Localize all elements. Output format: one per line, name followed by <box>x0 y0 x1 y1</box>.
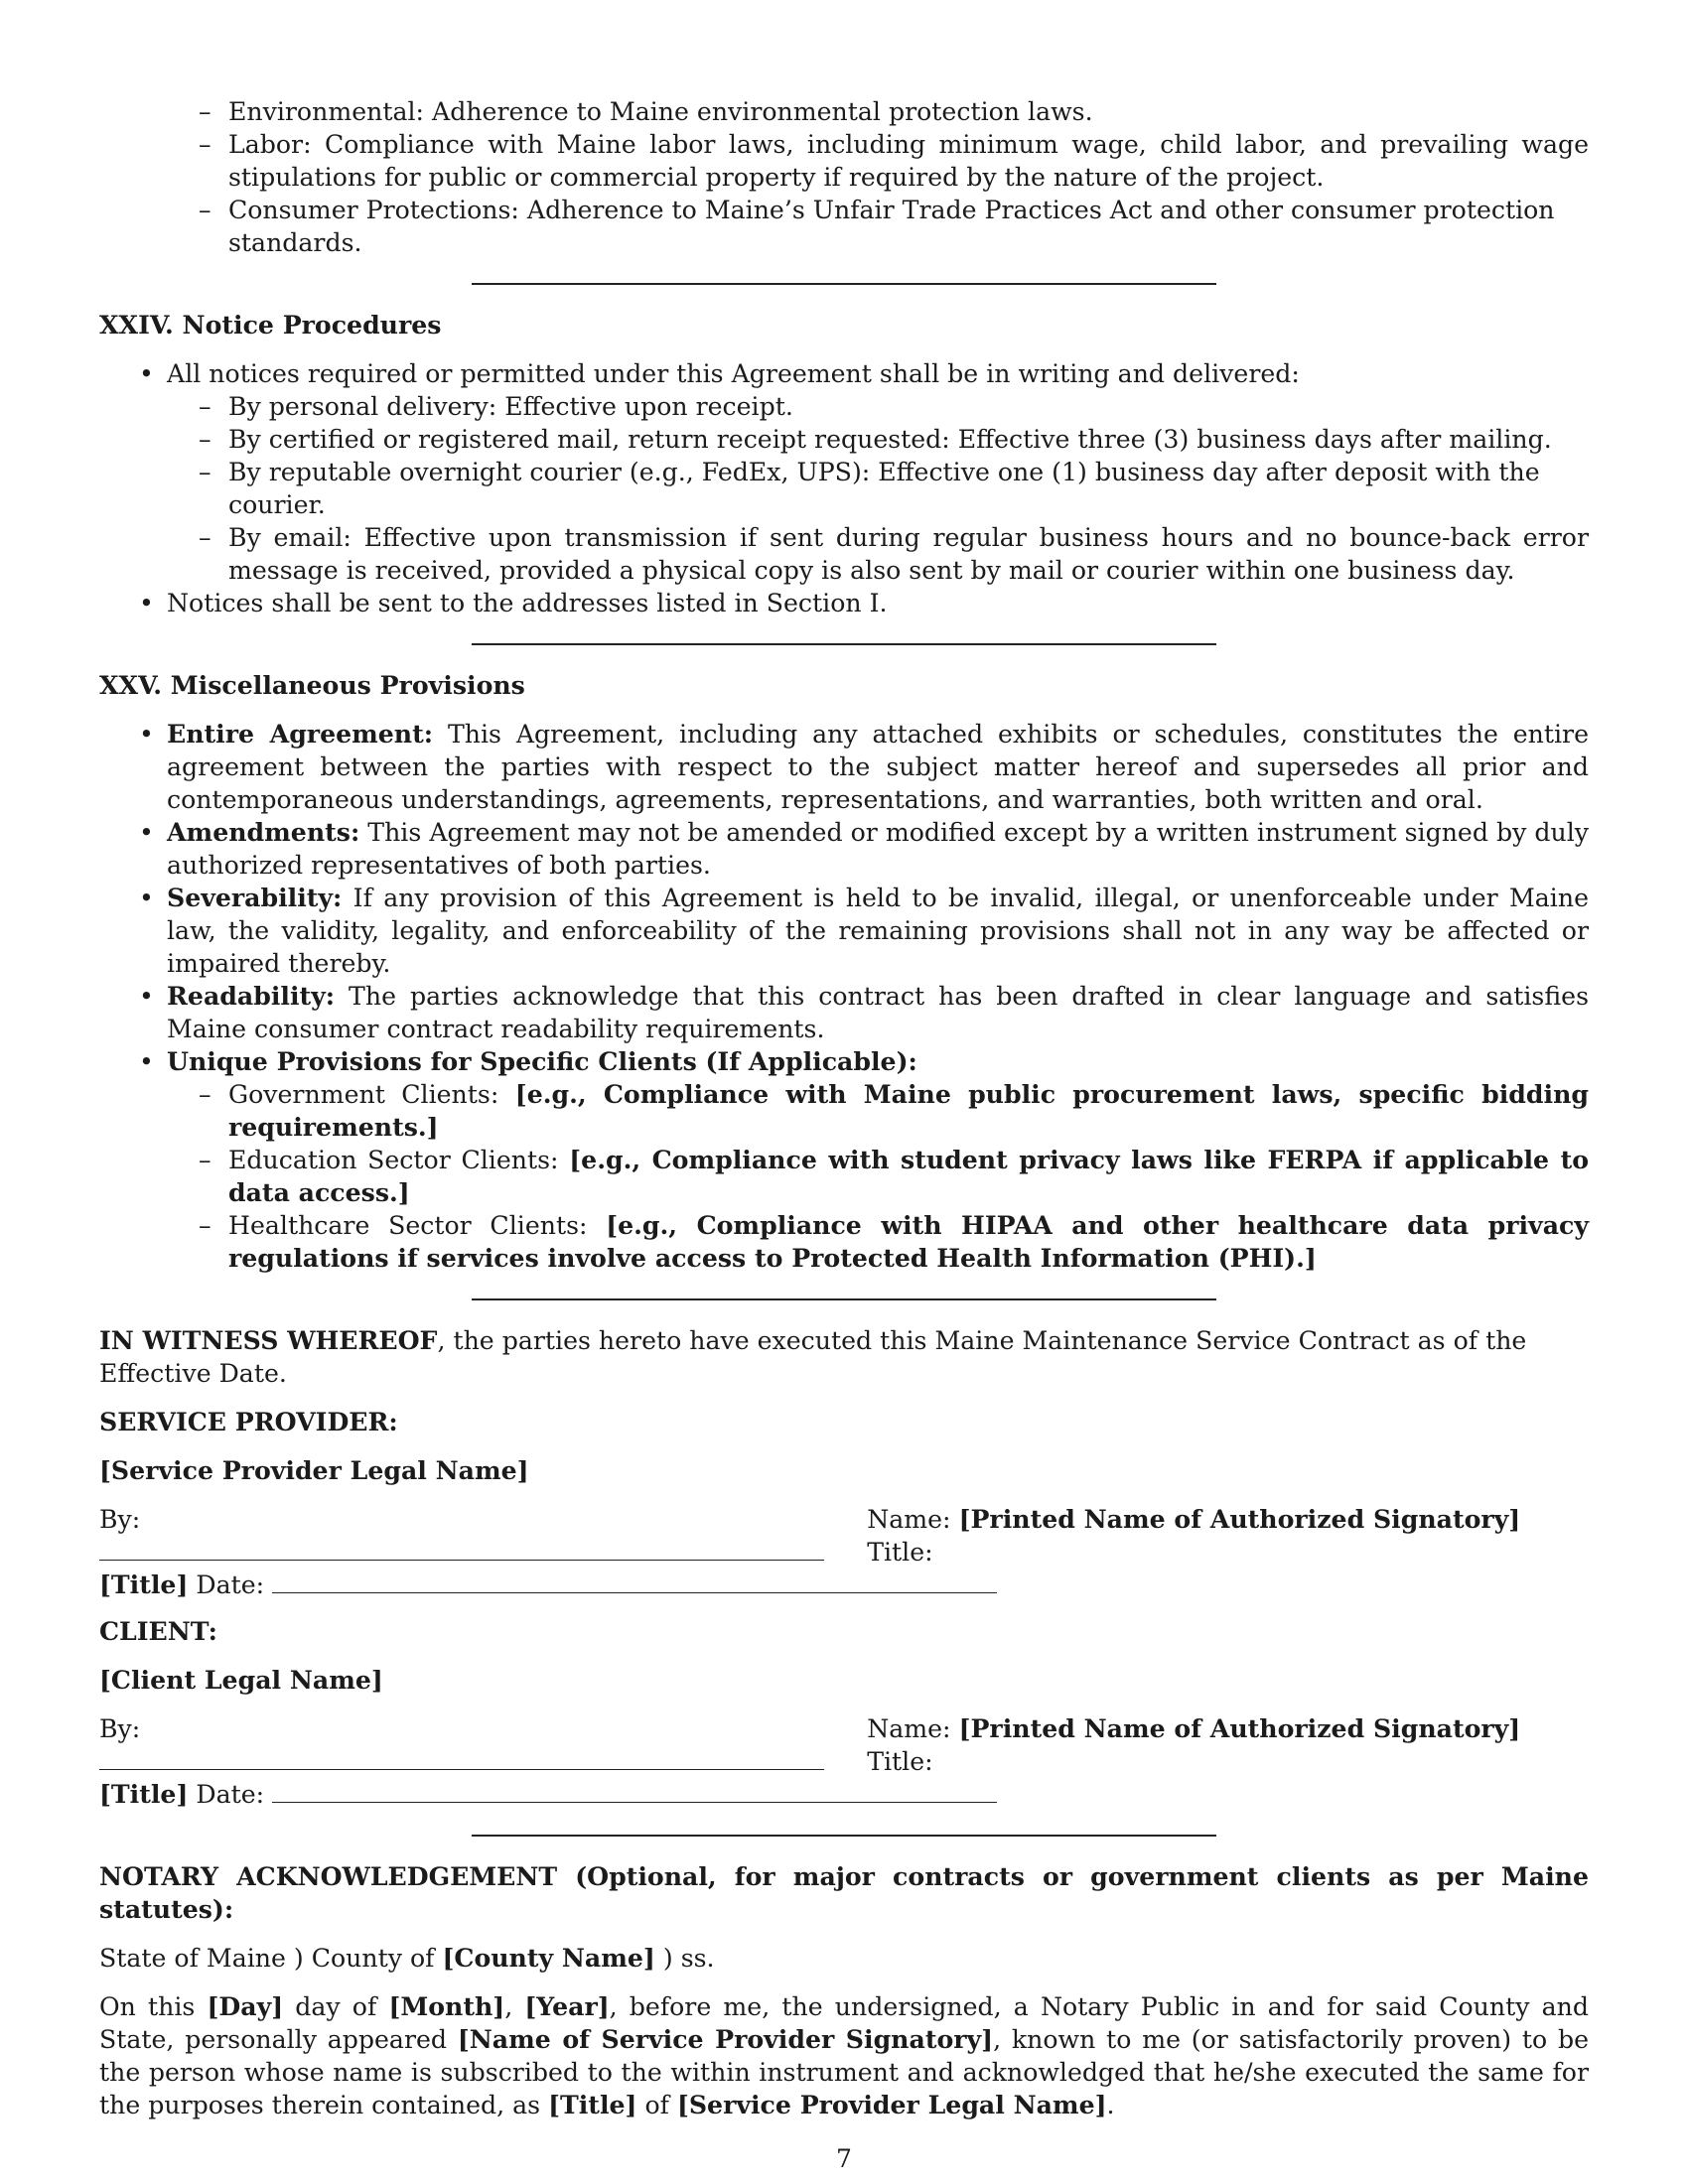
list-item <box>99 128 1589 194</box>
by-label: By: <box>99 1714 141 1743</box>
list-item <box>99 95 1589 128</box>
item-label: Amendments: <box>167 817 360 847</box>
divider <box>472 283 1216 285</box>
printed-name-placeholder: [Printed Name of Authorized Signatory] <box>958 1504 1521 1534</box>
list-item-text: All notices required or permitted under this Agreement shall be in writing and delivered: <box>167 359 1300 388</box>
list-item <box>99 423 1589 456</box>
placeholder-text: [e.g., Compliance with HIPAA and other healthcare data privacy regulations if services involve access to Protected Health Information (PHI).] <box>228 1210 1589 1273</box>
notary-text: , known to me (or satisfactorily proven) to be the person whose name is subscribed to the within instrument and acknowledged that he/she executed the same for the purposes therein contained, as <box>99 2025 1589 2119</box>
item-label: Readability: <box>167 981 336 1011</box>
client-heading: CLIENT: <box>99 1616 217 1646</box>
section-heading: XXV. Miscellaneous Provisions <box>99 670 525 700</box>
dash-marker: – <box>199 1080 211 1109</box>
bullet-marker: • <box>139 359 154 388</box>
list-item-text: By certified or registered mail, return receipt requested: Effective three (3) business days after mailing. <box>228 425 1552 454</box>
list-item-text: Labor: Compliance with Maine labor laws, including minimum wage, child labor, and prevailing wage stipulations for public or commercial property if required by the nature of the project. <box>228 130 1589 192</box>
list-item-text: The parties acknowledge that this contract has been drafted in clear language and satisfies Maine consumer contract readability requirements. <box>167 982 1589 1043</box>
bullet-marker: • <box>139 720 154 749</box>
list-item <box>99 1045 1589 1078</box>
list-item <box>99 357 1589 390</box>
section-heading: XXIV. Notice Procedures <box>99 310 442 340</box>
notary-venue <box>99 1942 1589 1975</box>
signatory-placeholder: [Name of Service Provider Signatory] <box>457 2024 994 2054</box>
list-item <box>99 587 1589 619</box>
list-item-text: This Agreement, including any attached exhibits or schedules, constitutes the entire agreement between the parties with respect to the subject matter hereof and supersedes all prior and contemporaneous understandings, agreements, representations, and warranties, both written and oral. <box>167 720 1589 814</box>
list-item-text: Notices shall be sent to the addresses listed in Section I. <box>167 589 888 617</box>
notary-text: , before me, the undersigned, a Notary Public in and for said County and State, personally appeared <box>99 1992 1589 2054</box>
bullet-marker: • <box>139 818 154 847</box>
list-item <box>99 882 1589 980</box>
dash-marker: – <box>199 458 211 486</box>
bullet-marker: • <box>139 884 154 912</box>
name-title <box>867 1712 1589 1778</box>
dash-marker: – <box>199 425 211 454</box>
client-name-placeholder: [Client Legal Name] <box>99 1665 383 1695</box>
printed-name-placeholder: [Printed Name of Authorized Signatory] <box>958 1713 1521 1743</box>
by-line <box>99 1712 867 1778</box>
signature-row <box>99 1503 1589 1569</box>
witness-text: , the parties hereto have executed this Maine Maintenance Service Contract as of the Effective Date. <box>99 1326 1527 1388</box>
list-item <box>99 1209 1589 1275</box>
date-field[interactable] <box>272 1780 997 1803</box>
list-item-text: By email: Effective upon transmission if sent during regular business hours and no bounce-back error message is received, provided a physical copy is also sent by mail or courier within one business day. <box>228 523 1589 585</box>
misc-list <box>99 718 1589 1275</box>
county-placeholder: [County Name] <box>442 1943 655 1973</box>
list-item <box>99 1144 1589 1209</box>
date-label: Date: <box>196 1780 265 1809</box>
provider-name-placeholder: [Service Provider Legal Name] <box>99 1455 529 1485</box>
placeholder-text: [e.g., Compliance with Maine public procurement laws, specific bidding requirements.] <box>228 1079 1589 1142</box>
intro-list <box>99 95 1589 259</box>
venue-text: State of Maine ) County of <box>99 1944 443 1973</box>
document-page <box>99 95 1589 2121</box>
client-legal-name <box>99 1664 1589 1697</box>
signature-field[interactable] <box>99 1747 824 1770</box>
client-signature-lines <box>99 1712 1589 1811</box>
title-placeholder: [Title] <box>99 1779 189 1809</box>
divider <box>472 1835 1216 1837</box>
list-item-text: Environmental: Adherence to Maine environmental protection laws. <box>228 97 1093 126</box>
dash-marker: – <box>199 523 211 552</box>
notary-text: . <box>1106 2091 1115 2119</box>
by-line <box>99 1503 867 1569</box>
page-number: 7 <box>836 2144 852 2173</box>
dash-marker: – <box>199 97 211 126</box>
list-item-text: By personal delivery: Effective upon receipt. <box>228 392 793 421</box>
list-item-text: If any provision of this Agreement is held to be invalid, illegal, or unenforceable under Maine law, the validity, legality, and enforceability of the remaining provisions shall not in any way be affected or impaired thereby. <box>167 884 1589 978</box>
notary-text: , <box>504 1992 525 2021</box>
notice-list <box>99 357 1589 619</box>
day-placeholder: [Day] <box>207 1991 284 2021</box>
name-title <box>867 1503 1589 1569</box>
signature-row <box>99 1712 1589 1778</box>
provider-placeholder: [Service Provider Legal Name] <box>676 2090 1107 2119</box>
client-type: Healthcare Sector Clients: <box>228 1211 607 1240</box>
dash-marker: – <box>199 1146 211 1174</box>
item-label: Entire Agreement: <box>167 719 434 749</box>
date-label: Date: <box>196 1570 265 1599</box>
list-item <box>99 816 1589 882</box>
list-item <box>99 390 1589 423</box>
notary-text: of <box>636 2091 677 2119</box>
list-item <box>99 456 1589 521</box>
year-placeholder: [Year] <box>524 1991 610 2021</box>
item-label: Unique Provisions for Specific Clients (If Applicable): <box>167 1046 917 1076</box>
notary-heading: NOTARY ACKNOWLEDGEMENT (Optional, for major contracts or government clients as per Maine statutes): <box>99 1861 1589 1924</box>
name-label: Name: <box>867 1714 951 1743</box>
bullet-marker: • <box>139 1047 154 1076</box>
bullet-marker: • <box>139 589 154 617</box>
list-item <box>99 1078 1589 1144</box>
provider-signature-lines <box>99 1503 1589 1601</box>
list-item <box>99 980 1589 1045</box>
divider <box>472 1298 1216 1300</box>
signature-field[interactable] <box>99 1538 824 1561</box>
month-placeholder: [Month] <box>388 1991 505 2021</box>
dash-marker: – <box>199 196 211 224</box>
name-label: Name: <box>867 1505 951 1534</box>
title-label: Title: <box>867 1538 933 1567</box>
list-item-text: Consumer Protections: Adherence to Maine’s Unfair Trade Practices Act and other consumer protection standards. <box>228 196 1555 257</box>
list-item <box>99 521 1589 587</box>
list-item <box>99 718 1589 816</box>
witness-lead: IN WITNESS WHEREOF <box>99 1325 438 1355</box>
item-label: Severability: <box>167 883 343 912</box>
title-label: Title: <box>867 1747 933 1776</box>
provider-legal-name <box>99 1454 1589 1487</box>
provider-heading: SERVICE PROVIDER: <box>99 1407 398 1436</box>
list-item-text: By reputable overnight courier (e.g., FedEx, UPS): Effective one (1) business day after deposit with the courier. <box>228 458 1540 519</box>
list-item <box>99 194 1589 259</box>
notary-text: day of <box>283 1992 389 2021</box>
dash-marker: – <box>199 1211 211 1240</box>
bullet-marker: • <box>139 982 154 1011</box>
notary-paragraph <box>99 1990 1589 2121</box>
notary-text: On this <box>99 1992 208 2021</box>
title-placeholder: [Title] <box>548 2090 637 2119</box>
title-placeholder: [Title] <box>99 1570 189 1599</box>
dash-marker: – <box>199 392 211 421</box>
venue-suffix: ) ss. <box>654 1944 715 1973</box>
client-type: Government Clients: <box>228 1080 515 1109</box>
placeholder-text: [e.g., Compliance with student privacy laws like FERPA if applicable to data access.] <box>228 1145 1590 1207</box>
title-date-row <box>99 1778 1589 1811</box>
date-field[interactable] <box>272 1570 997 1593</box>
list-item-text: This Agreement may not be amended or modified except by a written instrument signed by duly authorized representatives of both parties. <box>167 818 1589 880</box>
title-date-row <box>99 1569 1589 1601</box>
divider <box>472 643 1216 645</box>
client-type: Education Sector Clients: <box>228 1146 570 1174</box>
dash-marker: – <box>199 130 211 159</box>
by-label: By: <box>99 1505 141 1534</box>
witness-paragraph <box>99 1324 1589 1390</box>
